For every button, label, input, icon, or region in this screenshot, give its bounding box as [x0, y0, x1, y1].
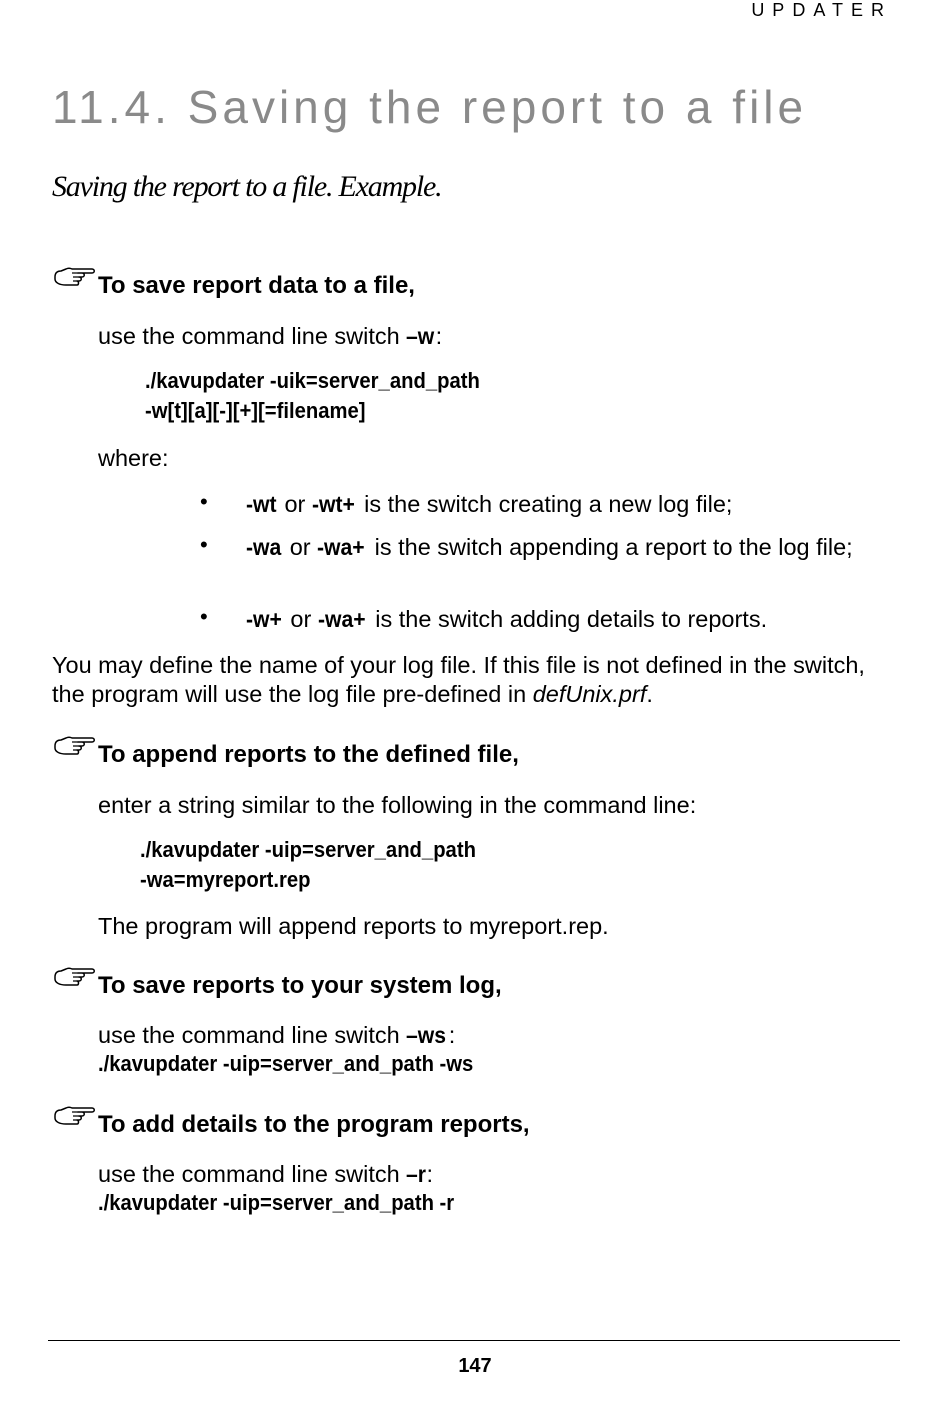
description: is the switch creating a new log file;: [357, 491, 733, 517]
intro-text: use the command line switch: [98, 1161, 407, 1187]
code-block: [98, 1188, 454, 1218]
note-paragraph: [52, 651, 892, 709]
switch-r: –r: [406, 1161, 427, 1187]
code-line: ./kavupdater -uip=server_and_path -r: [98, 1190, 455, 1215]
procedure-intro: [98, 1159, 433, 1189]
list-item: [200, 532, 866, 562]
procedure-heading-system-log: [52, 972, 502, 1000]
list-item-text: [246, 489, 866, 519]
code-line: -wa=myreport.rep: [140, 867, 311, 892]
joiner: or: [283, 606, 318, 632]
running-header: UPDATER: [751, 0, 892, 20]
code-line: ./kavupdater -uip=server_and_path -ws: [98, 1051, 474, 1076]
procedure-heading-save-to-file: [52, 272, 415, 300]
code-line: ./kavupdater -uik=server_and_path: [145, 368, 480, 393]
switch-code: -wa: [246, 534, 282, 560]
footer-divider: [48, 1340, 900, 1341]
switch-code: -w+: [246, 606, 282, 632]
list-item-text: [246, 532, 866, 562]
file-name: defUnix.prf: [532, 681, 647, 707]
switch-w: –w: [406, 323, 435, 349]
procedure-result: The program will append reports to myreport.rep.: [98, 913, 609, 939]
bullet-icon: •: [200, 604, 208, 629]
pointing-hand-icon: [52, 1103, 98, 1131]
switch-code: -wa+: [317, 606, 366, 632]
section-title: 11.4. Saving the report to a file: [52, 81, 808, 133]
code-block: [140, 835, 476, 895]
procedure-intro: enter a string similar to the following in the command line:: [98, 792, 697, 818]
list-item: [200, 489, 866, 519]
procedure-heading-append: [52, 741, 519, 769]
intro-suffix: :: [448, 1022, 456, 1048]
section-subtitle: Saving the report to a file. Example.: [52, 170, 442, 203]
intro-text: use the command line switch: [98, 1022, 407, 1048]
pointing-hand-icon: [52, 264, 98, 292]
switch-code: -wa+: [317, 534, 365, 560]
switch-ws: –ws: [406, 1022, 447, 1048]
note-suffix: .: [646, 681, 653, 707]
pointing-hand-icon: [52, 964, 98, 992]
note-text: You may define the name of your log file. If this file is not defined in the switch, the program will use the log file pre-defined in: [52, 652, 865, 707]
list-item-text: [246, 604, 866, 634]
intro-suffix: :: [426, 1161, 434, 1187]
description: is the switch appending a report to the log file;: [368, 534, 853, 560]
procedure-title: To save reports to your system log,: [98, 972, 502, 999]
pointing-hand-icon: [52, 733, 98, 761]
joiner: or: [283, 534, 318, 560]
bullet-icon: •: [200, 489, 208, 514]
procedure-title: To add details to the program reports,: [98, 1111, 530, 1138]
procedure-intro: [98, 321, 442, 351]
code-block: [145, 366, 480, 426]
procedure-title: To append reports to the defined file,: [98, 741, 519, 768]
code-line: ./kavupdater -uip=server_and_path: [140, 837, 476, 862]
intro-text: use the command line switch: [98, 323, 407, 349]
code-line: -w[t][a][-][+][=filename]: [145, 398, 366, 423]
procedure-intro: [98, 1020, 455, 1050]
switch-code: -wt: [246, 491, 277, 517]
list-item: [200, 604, 866, 634]
intro-suffix: :: [435, 323, 443, 349]
page-number: 147: [458, 1355, 492, 1377]
where-label: where:: [98, 445, 169, 471]
switch-code: -wt+: [311, 491, 355, 517]
description: is the switch adding details to reports.: [368, 606, 768, 632]
code-block: [98, 1049, 473, 1079]
procedure-heading-add-details: [52, 1111, 530, 1139]
procedure-title: To save report data to a file,: [98, 272, 415, 299]
joiner: or: [277, 491, 312, 517]
bullet-icon: •: [200, 532, 208, 557]
